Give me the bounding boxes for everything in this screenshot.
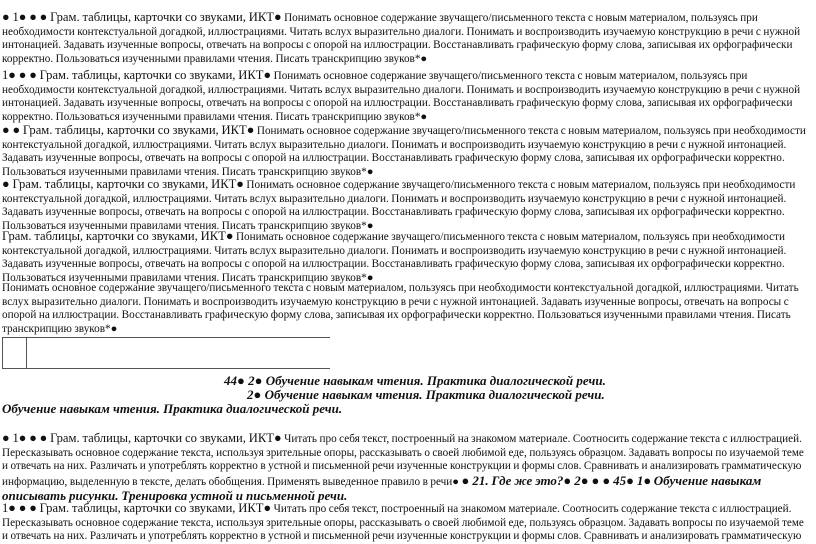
paragraph-lead: 1● ● ● Грам. таблицы, карточки со звуками, ИКТ●: [2, 501, 272, 515]
paragraph-text: Понимать основное содержание звучащего/письменного текста с новым материалом, пользуясь при необходимости контекстуальной догадкой, иллюстрациями. Читать вслух выразительно диалоги. Понимать и воспроизводить изучаемую конструкцию в речи с нужной интонацией. Задавать изученные вопросы, отвечать на вопросы с опорой на иллюстрации. Восстанавливать графическую форму слова, записывая их орфографически корректно. Пользоваться изученными правилами чтения. Писать транскрипцию звуков*●: [2, 231, 787, 284]
paragraph-3: [2, 124, 812, 179]
paragraph-5: [2, 230, 812, 285]
table-bottom-border: [2, 368, 330, 369]
paragraph-text: Читать про себя текст, построенный на знакомом материале. Соотносить содержание текста с иллюстрацией. Пересказывать основное содержание текста, используя зрительные опоры, рассказывать о своей любимой еде, пользуясь образцом. Задавать вопросы по изучаемой теме и отвечать на них. Различать и употреблять корректно в устной и письменной речи изученные конструкции и формы слов. Сравнивать и анализировать грамматическую: [2, 503, 804, 543]
table-inner-border: [26, 338, 27, 368]
table-left-border: [2, 337, 3, 369]
paragraph-text: Понимать основное содержание звучащего/письменного текста с новым материалом, пользуясь при необходимости контекстуальной догадкой, иллюстрациями. Читать вслух выразительно диалоги. Понимать и воспроизводить изучаемую конструкцию в речи с нужной интонацией. Задавать изученные вопросы, отвечать на вопросы с опорой на иллюстрации. Восстанавливать графическую форму слова, записывая их орфографически корректно. Пользоваться изученными правилами чтения. Писать транскрипцию звуков*●: [2, 282, 799, 335]
paragraph-lead: ● ● Грам. таблицы, карточки со звуками, ИКТ●: [2, 123, 255, 137]
paragraph-lead: ● Грам. таблицы, карточки со звуками, ИКТ●: [2, 177, 244, 191]
paragraph-lead: ● 1● ● ● Грам. таблицы, карточки со звуками, ИКТ●: [2, 10, 282, 24]
paragraph-lead: 1● ● ● Грам. таблицы, карточки со звуками, ИКТ●: [2, 68, 272, 82]
paragraph-4: [2, 178, 812, 233]
paragraph-text: Понимать основное содержание звучащего/письменного текста с новым материалом, пользуясь при необходимости контекстуальной догадкой, иллюстрациями. Читать вслух выразительно диалоги. Понимать и воспроизводить изучаемую конструкцию в речи с нужной интонацией. Задавать изученные вопросы, отвечать на вопросы с опорой на иллюстрации. Восстанавливать графическую форму слова, записывая их орфографически корректно. Пользоваться изученными правилами чтения. Писать транскрипцию звуков*●: [2, 125, 806, 178]
table-top-border: [2, 337, 330, 338]
paragraph-text: Понимать основное содержание звучащего/письменного текста с новым материалом, пользуясь при необходимости контекстуальной догадкой, иллюстрациями. Читать вслух выразительно диалоги. Понимать и воспроизводить изучаемую конструкцию в речи с нужной интонацией. Задавать изученные вопросы, отвечать на вопросы с опорой на иллюстрации. Восстанавливать графическую форму слова, записывая их орфографически корректно. Пользоваться изученными правилами чтения. Писать транскрипцию звуков*●: [2, 179, 796, 232]
paragraph-lead: ● 1● ● ● Грам. таблицы, карточки со звуками, ИКТ●: [2, 431, 282, 445]
lesson-label: ● 21. Где же это?● 2● ● ● 45● 1●: [461, 472, 652, 488]
paragraph-2: [2, 69, 812, 124]
paragraph-1: [2, 11, 812, 66]
section-heading-2: 2● Обучение навыкам чтения. Практика диалогической речи.: [247, 387, 605, 402]
paragraph-text: Понимать основное содержание звучащего/письменного текста с новым материалом, пользуясь при необходимости контекстуальной догадкой, иллюстрациями. Читать вслух выразительно диалоги. Понимать и воспроизводить изучаемую конструкцию в речи с нужной интонацией. Задавать изученные вопросы, отвечать на вопросы с опорой на иллюстрации. Восстанавливать графическую форму слова, записывая их орфографически корректно. Пользоваться изученными правилами чтения. Писать транскрипцию звуков*●: [2, 70, 801, 123]
paragraph-6: [2, 282, 812, 336]
lower-paragraph-2: [2, 502, 812, 544]
section-heading-3: Обучение навыкам чтения. Практика диалогической речи.: [2, 401, 343, 416]
lesson-title: Обучение навыкам описывать рисунки. Тренировка устной и письменной речи.: [2, 472, 762, 504]
lower-paragraph-1: [2, 432, 812, 505]
paragraph-lead: Грам. таблицы, карточки со звуками, ИКТ●: [2, 229, 234, 243]
paragraph-text: Понимать основное содержание звучащего/письменного текста с новым материалом, пользуясь при необходимости контекстуальной догадкой, иллюстрациями. Читать вслух выразительно диалоги. Понимать и воспроизводить изучаемую конструкцию в речи с нужной интонацией. Задавать изученные вопросы, отвечать на вопросы с опорой на иллюстрации. Восстанавливать графическую форму слова, записывая их орфографически корректно. Пользоваться изученными правилами чтения. Писать транскрипцию звуков*●: [2, 12, 801, 65]
paragraph-text: Читать про себя текст, построенный на знакомом материале. Соотносить содержание текста с иллюстрацией. Пересказывать основное содержание текста, используя зрительные опоры, рассказывать о своей любимой еде, пользуясь образцом. Задавать вопросы по изучаемой теме и отвечать на них. Различать и употреблять корректно в устной и письменной речи изученные конструкции и формы слов. Сравнивать и анализировать грамматическую информацию, выделенную в тексте, делать обобщения. Применять выведенное правило в речи●: [2, 433, 804, 488]
section-heading-1: 44● 2● Обучение навыкам чтения. Практика диалогической речи.: [224, 373, 606, 388]
